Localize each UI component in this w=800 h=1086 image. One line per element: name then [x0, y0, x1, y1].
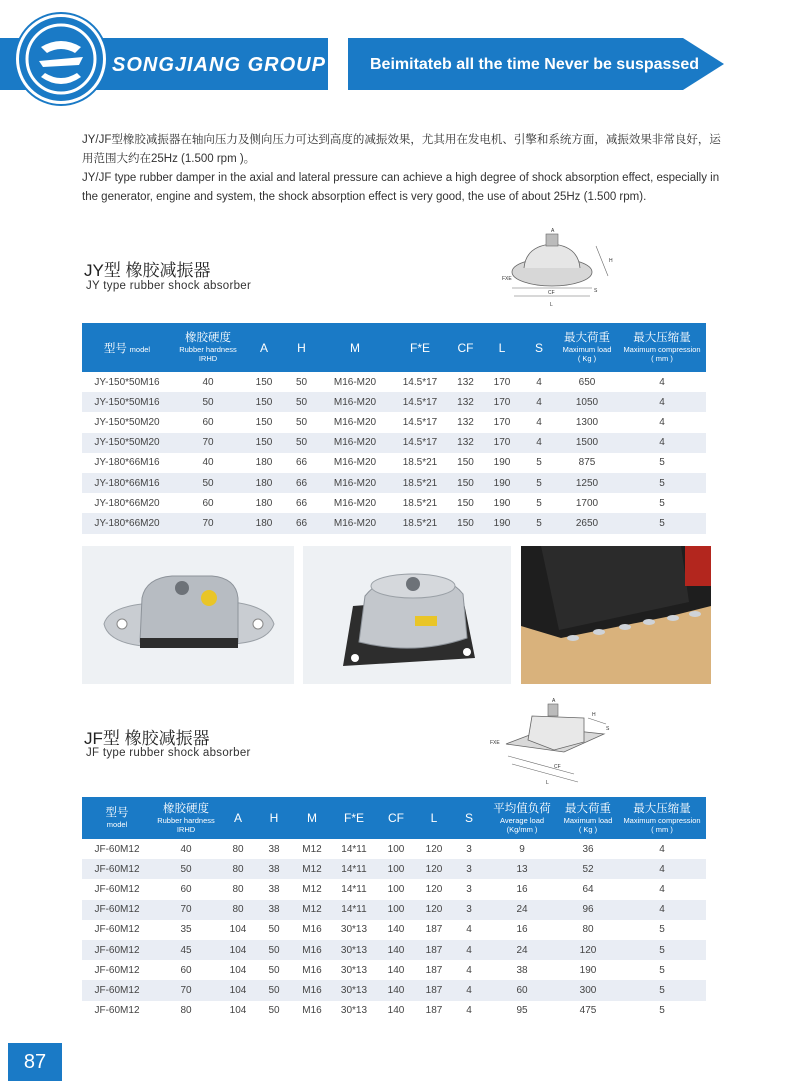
jy-col-fe: F*E — [391, 323, 449, 372]
jy-title-cn: JY型 橡胶减振器 — [84, 261, 211, 280]
product-photo-jf-mount — [82, 546, 294, 684]
jy-col-maxload: 最大荷重 Maximum load ( Kg ) — [556, 323, 618, 372]
jf-col-l: L — [416, 797, 452, 839]
logo-emblem-icon — [19, 17, 103, 101]
jy-header-row — [82, 323, 706, 372]
jf-col-hardness: 橡胶硬度 Rubber hardness IRHD — [152, 797, 220, 839]
jy-col-cf: CF — [449, 323, 482, 372]
jf-col-cf: CF — [376, 797, 416, 839]
jf-col-fe: F*E — [332, 797, 376, 839]
table-row: JF-60M12 45 104 50 M16 30*13 140 187 4 24 120 5 — [82, 940, 706, 960]
table-row: JF-60M12 35 104 50 M16 30*13 140 187 4 16 80 5 — [94, 924, 665, 936]
table-row: JY-150*50M16 50 150 50 M16-M20 14.5*17 132 170 4 1050 4 — [82, 392, 706, 412]
table-row: JF-60M12 60 104 50 M16 30*13 140 187 4 38 190 5 — [94, 964, 665, 976]
jy-col-l: L — [482, 323, 522, 372]
jy-diagram-label-h: H — [609, 258, 613, 264]
jf-col-m: M — [292, 797, 332, 839]
table-row: JY-150*50M20 70 150 50 M16-M20 14.5*17 132 170 4 1500 4 — [82, 433, 706, 453]
jf-diagram-label-fxe: FXE — [490, 740, 500, 746]
table-row: JY-150*50M16 40 150 50 M16-M20 14.5*17 132 170 4 650 4 — [94, 376, 665, 388]
jf-spec-table — [82, 797, 706, 1021]
jf-dimension-diagram — [488, 694, 622, 790]
jy-col-hardness: 橡胶硬度 Rubber hardness IRHD — [172, 323, 244, 372]
jy-col-h: H — [284, 323, 319, 372]
jf-col-model: 型号 model — [82, 797, 152, 839]
jy-diagram-label-s: S — [594, 288, 598, 294]
product-photo-installation — [521, 546, 711, 684]
table-row: JF-60M12 80 104 50 M16 30*13 140 187 4 95 475 5 — [94, 1005, 665, 1017]
jf-col-a: A — [220, 797, 256, 839]
jy-col-s: S — [522, 323, 556, 372]
table-row: JY-150*50M20 60 150 50 M16-M20 14.5*17 132 170 4 1300 4 — [94, 416, 665, 428]
jy-col-maxcomp: 最大压缩量 Maximum compression ( mm ) — [618, 323, 706, 372]
jf-col-h: H — [256, 797, 292, 839]
intro-en: JY/JF type rubber damper in the axial and lateral pressure can achieve a high degree of shock absorption effect, especially in the generator, engine and system, the shock absorption effect is very good, the use of about 25Hz (1.500 rpm). — [82, 172, 720, 203]
brand-name: SONGJIANG GROUP — [112, 54, 326, 76]
jf-diagram-label-l: L — [546, 780, 549, 786]
company-logo — [16, 14, 106, 104]
jy-diagram-label-cf: CF — [548, 290, 555, 296]
jy-col-m: M — [319, 323, 391, 372]
table-row: JF-60M12 40 80 38 M12 14*11 100 120 3 9 36 4 — [94, 843, 665, 855]
table-row: JY-180*66M16 50 180 66 M16-M20 18.5*21 150 190 5 1250 5 — [82, 473, 706, 493]
page-number: 87 — [8, 1043, 62, 1081]
jy-col-a: A — [244, 323, 284, 372]
jy-diagram-label-fxe: FXE — [502, 276, 512, 282]
table-row: JF-60M12 60 80 38 M12 14*11 100 120 3 16 64 4 — [94, 883, 665, 895]
jy-col-model: 型号 model — [82, 323, 172, 372]
product-photo-jy-mount — [303, 546, 511, 684]
jy-diagram-label-a: A — [551, 228, 555, 234]
jy-spec-table — [82, 323, 706, 534]
table-row: JY-180*66M20 60 180 66 M16-M20 18.5*21 150 190 5 1700 5 — [94, 497, 665, 509]
table-row: JF-60M12 50 80 38 M12 14*11 100 120 3 13 52 4 — [82, 859, 706, 879]
jf-col-avgload: 平均值负荷 Average load (Kg/mm ) — [486, 797, 558, 839]
jf-title-cn: JF型 橡胶减振器 — [84, 729, 210, 748]
jy-title-en: JY type rubber shock absorber — [86, 280, 252, 292]
table-row: JY-180*66M16 40 180 66 M16-M20 18.5*21 150 190 5 875 5 — [94, 457, 665, 469]
table-row: JF-60M12 70 104 50 M16 30*13 140 187 4 60 300 5 — [82, 980, 706, 1000]
jf-diagram-label-cf: CF — [554, 764, 561, 770]
jf-title-en: JF type rubber shock absorber — [86, 747, 251, 759]
slogan-text: Beimitateb all the time Never be suspassed — [370, 56, 700, 73]
jf-col-maxcomp: 最大压缩量 Maximum compression ( mm ) — [618, 797, 706, 839]
jy-dimension-diagram — [496, 226, 636, 316]
jf-diagram-label-a: A — [552, 698, 556, 704]
intro-cn: JY/JF型橡胶减振器在轴向压力及侧向压力可达到高度的减振效果，尤其用在发电机、引擎和系统方面，减振效果非常良好，运用范围大约在25Hz (1.500 rpm )。 — [82, 134, 721, 165]
jf-header-row — [82, 797, 706, 839]
jf-diagram-label-h: H — [592, 712, 596, 718]
jf-diagram-label-s: S — [606, 726, 610, 732]
jf-col-maxload: 最大荷重 Maximum load ( Kg ) — [558, 797, 618, 839]
jy-diagram-label-l: L — [550, 302, 553, 308]
table-row: JY-180*66M20 70 180 66 M16-M20 18.5*21 150 190 5 2650 5 — [82, 513, 706, 533]
jf-col-s: S — [452, 797, 486, 839]
table-row: JF-60M12 70 80 38 M12 14*11 100 120 3 24 96 4 — [82, 900, 706, 920]
